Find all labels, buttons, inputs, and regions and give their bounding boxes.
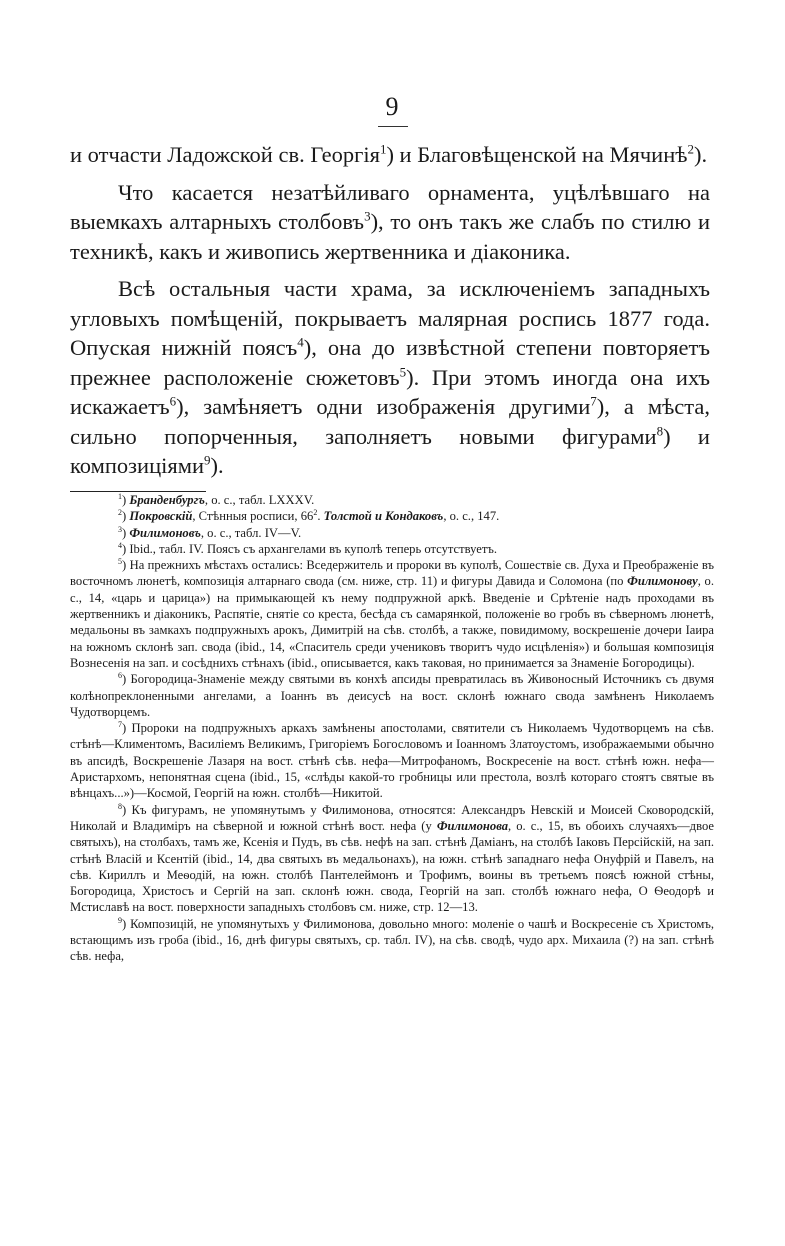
footnote-ref: 3 [364, 208, 371, 224]
paragraph-1: и отчасти Ладожской св. Георгія$^1$) и Благовѣщенской на Мячинѣ$^2$). [70, 141, 708, 167]
footnote-ref: 7 [590, 393, 597, 409]
footnotes [70, 492, 714, 965]
paragraph-3: Всѣ остальныя части храма, за исключеніемъ западныхъ угловыхъ помѣщеній, покрываетъ малярная роспись 1877 года. Опуская нижній поясъ$^4$), она до извѣстной степени повторяетъ прежнее расположеніе сюжетовъ$^5$). При этомъ иногда она ихъ искажаетъ$^6$), замѣняетъ одни изображенія другими$^7$), а мѣста, сильно попорченныя, заполняетъ новыми фигурами$^8$) и композиціями$^9$). [70, 276, 711, 478]
footnote-ref: 6 [169, 393, 177, 409]
footnote-1: $^1$) Бранденбургъ, о. с., табл. LXXXV. [118, 491, 315, 507]
footnote-7: $^7$) Пророки на подпружныхъ аркахъ замѣнены апостолами, святители съ Николаемъ Чудотворцемъ на сѣв. стѣнѣ—Климентомъ, Василіемъ Великимъ, Григоріемъ Богословомъ и Іоанномъ Златоустомъ, изображаемыми обычно въ апсидѣ, Воскрешеніе Лазаря на вост. стѣнѣ сѣв. нефа—Митрофаномъ, Воскресеніе на вост. стѣнѣ южн. нефа—Аристархомъ, непонятная сцена (ibid., 15, «слѣды какой-то гробницы или престола, возлѣ котораго стоятъ святые въ вѣнцахъ...»)—Космой, Георгій на южн. столбѣ—Никитой. [70, 719, 714, 801]
footnote-ref: 5 [399, 364, 407, 379]
footnote-8: $^8$) Къ фигурамъ, не упомянутымъ у Филимонова, относятся: Александръ Невскій и Моисей Сковородскій, Николай и Владиміръ на сѣверной и южной стѣнѣ вост. нефа (у Филимонова, о. с., 15, въ обоихъ случаяхъ—двое святыхъ), на столбахъ, тамъ же, Ксенія и Пудъ, въ сѣв. нефѣ на зап. стѣнѣ Даміанъ, на столбѣ Іаковъ Персійскій, на зап. стѣнѣ Власій и Ксентій (ibid., 14, два святыхъ въ медальонахъ), на южн. стѣнѣ западнаго нефа Онуфрій и Павелъ, на сѣв. Кириллъ и Меѳодій, на южн. столбѣ Пантелеймонъ и Трофимъ, воины въ третьемъ поясѣ южной стѣны, Богородица, Христосъ и Сергій на зап. склонѣ южн. свода, Георгій на зап. столбѣ южнаго нефа, О Ѳеодорѣ и Мстиславѣ на вост. поверхности западныхъ столбовъ см. ниже, стр. 12—13. [70, 801, 714, 915]
main-text [70, 140, 710, 481]
footnote-ref: 9 [204, 452, 211, 468]
footnote-ref: 4 [297, 334, 304, 350]
paragraph-2: Что касается незатѣйливаго орнамента, уцѣлѣвшаго на выемкахъ алтарныхъ столбовъ$^3$), то онъ такъ же слабъ по стилю и техникѣ, какъ и живопись жертвенника и діаконика. [70, 179, 710, 264]
footnote-4: $^4$) Ibid., табл. IV. Поясъ съ архангелами въ куполѣ теперь отсутствуетъ. [118, 540, 498, 556]
footnote-2: $^2$) Покровскій, Стѣнныя росписи, $66^2$. Толстой и Кондаковъ, о. с., 147. [118, 508, 500, 524]
footnote-ref: 8 [656, 423, 664, 438]
footnote-3: $^3$) Филимоновъ, о. с., табл. IV—V. [118, 524, 302, 540]
page-number: 9 [0, 92, 785, 127]
footnote-ref: 2 [687, 141, 694, 157]
footnote-5: $^5$) На прежнихъ мѣстахъ остались: Вседержитель и пророки въ куполѣ, Сошествіе св. Духа и Преображеніе въ восточномъ люнетѣ, композиція алтарнаго свода (см. ниже, стр. 11) и фигуры Давида и Соломона (по Филимонову, о. с., 14, «царь и царица») на примыкающей къ нему подпружной аркѣ. Введеніе и Срѣтеніе надъ проходами въ жертвенникъ и діаконикъ, Распятіе, снятіе со креста, бесѣда съ самарянкой, положеніе во гробъ въ сѣверномъ люнетѣ, медальоны въ замкахъ подпружныхъ арокъ, Димитрій на сѣв. столбѣ, а также, повидимому, воскрешеніе дочери Іаира на южномъ склонѣ зап. свода (ibid., 14, «Спаситель среди учениковъ творитъ чудо исцѣленія») и большая композиція Вознесенія на зап. и сосѣднихъ стѣнахъ (ibid., описывается, какъ таковая, но принимается за Знаменіе Богородицы). [70, 557, 714, 670]
footnote-ref: 1 [379, 141, 387, 157]
footnote-6: $^6$) Богородица-Знаменіе между святыми въ конхѣ апсиды превратилась въ Живоносный Источникъ съ двумя колѣнопреклоненными ангелами, а Іоаннъ въ деисусѣ на вост. склонѣ южнаго свода замѣненъ Николаемъ Чудотворцемъ. [70, 671, 715, 719]
footnote-9: $^9$) Композицій, не упомянутыхъ у Филимонова, довольно много: моленіе о чашѣ и Воскресеніе съ Христомъ, встающимъ изъ гроба (ibid., 16, днѣ фигуры святыхъ, ср. табл. IV), на сѣв. сводѣ, чудо арх. Михаила (?) на зап. стѣнѣ сѣв. нефа, [70, 915, 715, 964]
